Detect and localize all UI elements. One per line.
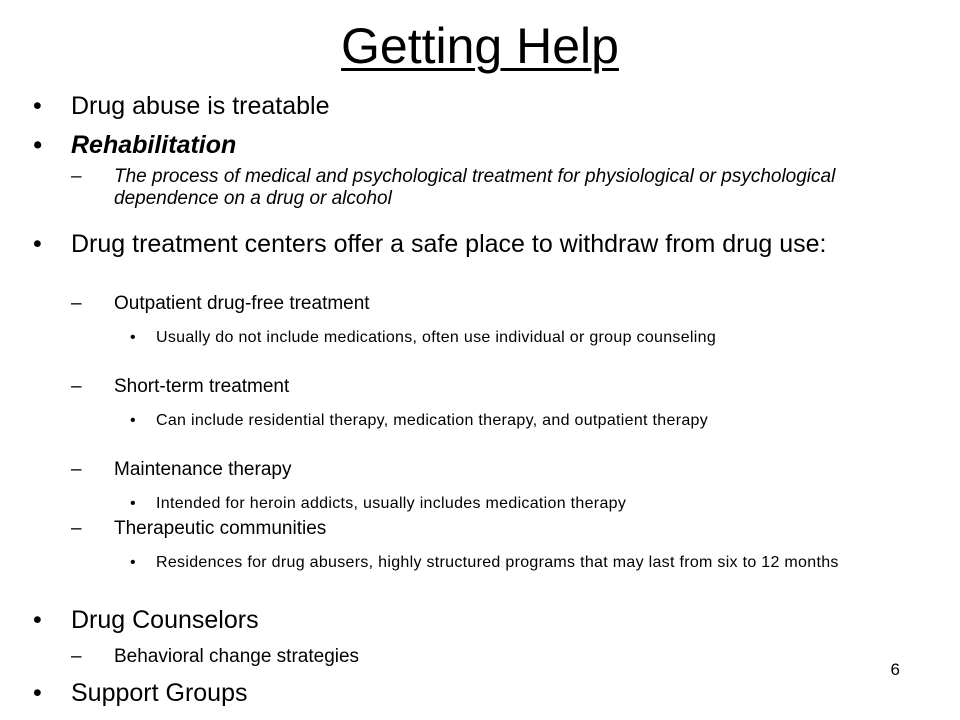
dash-icon: – — [71, 166, 82, 187]
bullet-icon: • — [33, 606, 42, 634]
bullet-icon: • — [130, 495, 136, 512]
bullet-text: Drug treatment centers offer a safe place to withdraw from drug use: — [71, 230, 827, 258]
sub-sub-bullet-text: Can include residential therapy, medication therapy, and outpatient therapy — [156, 412, 709, 429]
sub-sub-bullet-text: Usually do not include medications, often use individual or group counseling — [156, 329, 717, 346]
bullet-icon: • — [33, 230, 42, 258]
dash-icon: – — [71, 518, 82, 539]
bullet-icon: • — [130, 329, 136, 346]
dash-icon: – — [71, 646, 82, 667]
bullet-text: Drug abuse is treatable — [71, 92, 330, 120]
bullet-text: Support Groups — [71, 679, 248, 707]
bullet-text: Drug Counselors — [71, 606, 259, 634]
sub-bullet-text: Maintenance therapy — [114, 459, 292, 480]
bullet-icon: • — [130, 554, 136, 571]
page-number: 6 — [890, 660, 900, 679]
dash-icon: – — [71, 293, 82, 314]
bullet-icon: • — [130, 412, 136, 429]
sub-sub-bullet-text: Intended for heroin addicts, usually includes medication therapy — [156, 495, 627, 512]
sub-bullet-text: The process of medical and psychological treatment for physiological or psychological dependence on a drug or alcohol — [114, 166, 836, 209]
sub-bullet-text: Short-term treatment — [114, 376, 290, 397]
sub-bullet-text: Behavioral change strategies — [114, 646, 360, 667]
dash-icon: – — [71, 376, 82, 397]
sub-bullet-text: Therapeutic communities — [114, 518, 327, 539]
bullet-icon: • — [33, 131, 42, 159]
sub-bullet-text: Outpatient drug-free treatment — [114, 293, 370, 314]
bullet-icon: • — [33, 92, 42, 120]
bullet-text: Rehabilitation — [71, 131, 237, 159]
slide-title: Getting Help — [341, 18, 619, 74]
sub-sub-bullet-text: Residences for drug abusers, highly structured programs that may last from six to 12 months — [156, 554, 839, 571]
bullet-icon: • — [33, 679, 42, 707]
dash-icon: – — [71, 459, 82, 480]
